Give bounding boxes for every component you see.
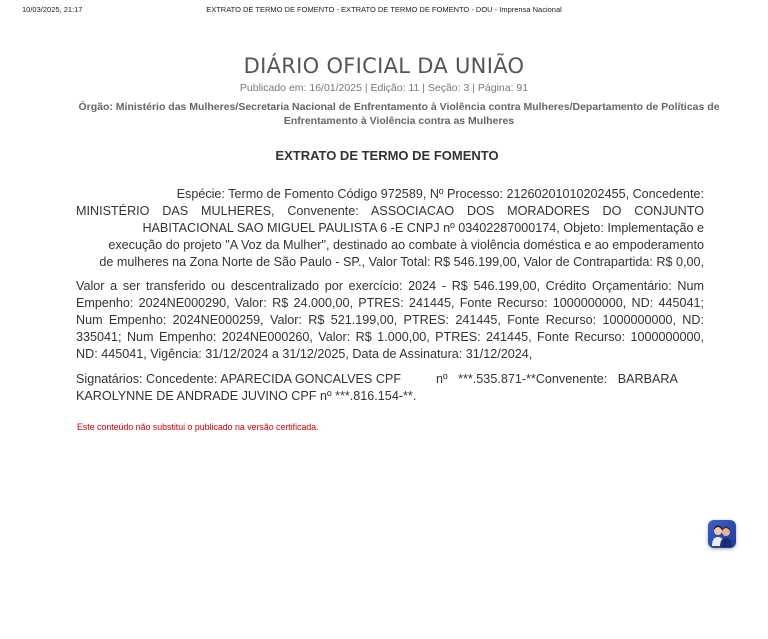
paragraph-especie xyxy=(76,186,704,271)
paragraph-line: Valor a ser transferido ou descentralizado por exercício: 2024 - R$ 546.199,00, Crédito Orçamentário: Num xyxy=(76,279,704,293)
paragraph-line: Signatários: Concedente: APARECIDA GONCALVES CPF nº ***.535.871-**Convenente: BARBARA xyxy=(76,372,678,386)
paragraph-signatarios xyxy=(76,371,704,405)
orgao-line-2: Enfrentamento à Violência contra as Mulheres xyxy=(283,115,515,127)
paragraph-line: ND: 445041, Vigência: 31/12/2024 a 31/12/2025, Data de Assinatura: 31/12/2024, xyxy=(76,347,533,361)
print-datetime: 10/03/2025, 21:17 xyxy=(22,5,83,14)
print-page-title: EXTRATO DE TERMO DE FOMENTO - EXTRATO DE TERMO DE FOMENTO - DOU - Imprensa Nacional xyxy=(206,5,562,14)
paragraph-line: Num Empenho: 2024NE000259, Valor: R$ 521.199,00, PTRES: 241445, Fonte Recurso: 1000000000, ND: xyxy=(76,313,704,327)
print-header xyxy=(0,5,768,17)
paragraph-line: Empenho: 2024NE000290, Valor: R$ 24.000,00, PTRES: 241445, Fonte Recurso: 1000000000, ND: 445041; xyxy=(76,296,704,310)
paragraph-line: Espécie: Termo de Fomento Código 972589, Nº Processo: 21260201010202455, Concedente: xyxy=(176,187,704,201)
paragraph-line: MINISTÉRIO DAS MULHERES, Convenente: ASSOCIACAO DOS MORADORES DO CONJUNTO xyxy=(76,204,704,218)
paragraph-line: KAROLYNNE DE ANDRADE JUVINO CPF nº ***.816.154-**. xyxy=(76,389,417,403)
orgao-line xyxy=(74,100,724,128)
certification-disclaimer: Este conteúdo não substitui o publicado na versão certificada. xyxy=(77,422,319,432)
publication-meta: Publicado em: 16/01/2025 | Edição: 11 | Seção: 3 | Página: 91 xyxy=(239,82,529,94)
orgao-line-1: Órgão: Ministério das Mulheres/Secretaria Nacional de Enfrentamento à Violência contra Mulheres/Departamento de Políticas de xyxy=(78,101,720,113)
paragraph-valores xyxy=(76,278,704,363)
document-title: EXTRATO DE TERMO DE FOMENTO xyxy=(275,148,499,163)
chat-assistant-button[interactable] xyxy=(708,520,736,548)
paragraph-line: de mulheres na Zona Norte de São Paulo - SP., Valor Total: R$ 546.199,00, Valor de Contrapartida: R$ 0,00, xyxy=(99,255,704,269)
paragraph-line: execução do projeto "A Voz da Mulher", destinado ao combate à violência doméstica e ao empoderamento xyxy=(108,238,704,252)
paragraph-line: 335041; Num Empenho: 2024NE000260, Valor: R$ 1.000,00, PTRES: 241445, Fonte Recurso: 1000000000, xyxy=(76,330,704,344)
chat-assistant-icon xyxy=(708,520,736,548)
paragraph-line: HABITACIONAL SAO MIGUEL PAULISTA 6 -E CNPJ nº 03402287000174, Objeto: Implementação e xyxy=(142,221,704,235)
masthead-title: DIÁRIO OFICIAL DA UNIÃO xyxy=(243,54,525,78)
